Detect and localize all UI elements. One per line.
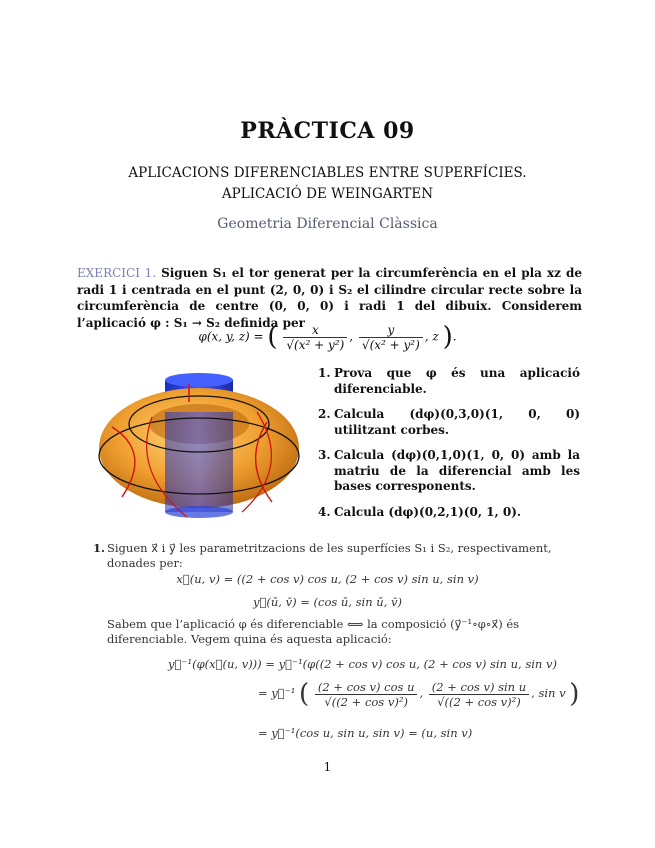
torus-cylinder-figure xyxy=(92,372,302,522)
question-list xyxy=(318,366,580,530)
phi-definition: φ(x, y, z) = ( $\frac{x}{\text{√(x² + y²)}}$ , $\frac{y}{\text{√(x² + y²)}}$ , z ). xyxy=(198,322,457,352)
parametrization-x: x⃗(u, v) = ((2 + cos v) cos u, (2 + cos v) sin u, sin v) xyxy=(176,572,479,586)
question-item: 4. Calcula (dφ)(0,2,1)(0, 1, 0). xyxy=(318,504,522,519)
phi-tail: , z xyxy=(424,329,439,344)
question-item: 1. Prova que φ és una aplicació diferenciable. xyxy=(318,366,580,396)
exercise-label: EXERCICI 1. xyxy=(77,266,157,280)
answer-intro: 1. Siguen x⃗ i y⃗ les parametritzacions de les superfícies S₁ i S₂, respectivament, donades per: xyxy=(93,541,552,570)
cylinder-body xyxy=(165,412,233,512)
phi-lhs: φ(x, y, z) = xyxy=(198,329,264,344)
derivation-line-2: = y⃗⁻¹ ( $\frac{\text{(2 + cos v) cos u}}{\text{√((2 + cos v)²)}}$ , $\frac{\text{(2 + cos v) sin u}}{\text{√((2 + cos v)²)}}$ , sin v ) xyxy=(258,679,580,709)
derivation-line-3: = y⃗⁻¹(cos u, sin u, sin v) = (u, sin v) xyxy=(258,726,473,740)
subtitle-line-2: APLICACIÓ DE WEINGARTEN xyxy=(221,186,434,202)
differentiability-paragraph: Sabem que l’aplicació φ és diferenciable ⟺ la composició (y⃗⁻¹∘φ∘x⃗) és diferenciable. Vegem quina és aquesta aplicació: xyxy=(107,617,520,646)
exercise-text: Siguen S₁ el tor generat per la circumferència en el pla xz de radi 1 i centrada en el punt (2, 0, 0) i S₂ el cilindre circular recte sobre la circumferència de centre (0, 0, 0) i radi 1 del dibuix. Considerem l’aplicació φ : S₁ → S₂ definida per xyxy=(77,266,582,330)
course-name: Geometria Diferencial Clàssica xyxy=(217,216,438,232)
phi-fraction-1: $\frac{x}{\text{√(x² + y²)}}$ xyxy=(283,323,347,352)
question-item: 2. Calcula (dφ)(0,3,0)(1, 0, 0) utilitzant corbes. xyxy=(318,407,580,437)
question-item: 3. Calcula (dφ)(0,1,0)(1, 0, 0) amb la matriu de la diferencial amb les bases corresponents. xyxy=(318,448,580,493)
page-title: PRÀCTICA 09 xyxy=(240,118,415,144)
parametrization-y: y⃗(ū, v̄) = (cos ū, sin ū, v̄) xyxy=(252,595,402,609)
derivation-line-1: y⃗⁻¹(φ(x⃗(u, v))) = y⃗⁻¹(φ((2 + cos v) cos u, (2 + cos v) sin u, sin v) xyxy=(168,657,557,671)
subtitle-line-1: APLICACIONS DIFERENCIABLES ENTRE SUPERFÍCIES. xyxy=(128,165,527,181)
page-number: 1 xyxy=(323,760,332,774)
phi-fraction-2: $\frac{y}{\text{√(x² + y²)}}$ xyxy=(359,323,423,352)
